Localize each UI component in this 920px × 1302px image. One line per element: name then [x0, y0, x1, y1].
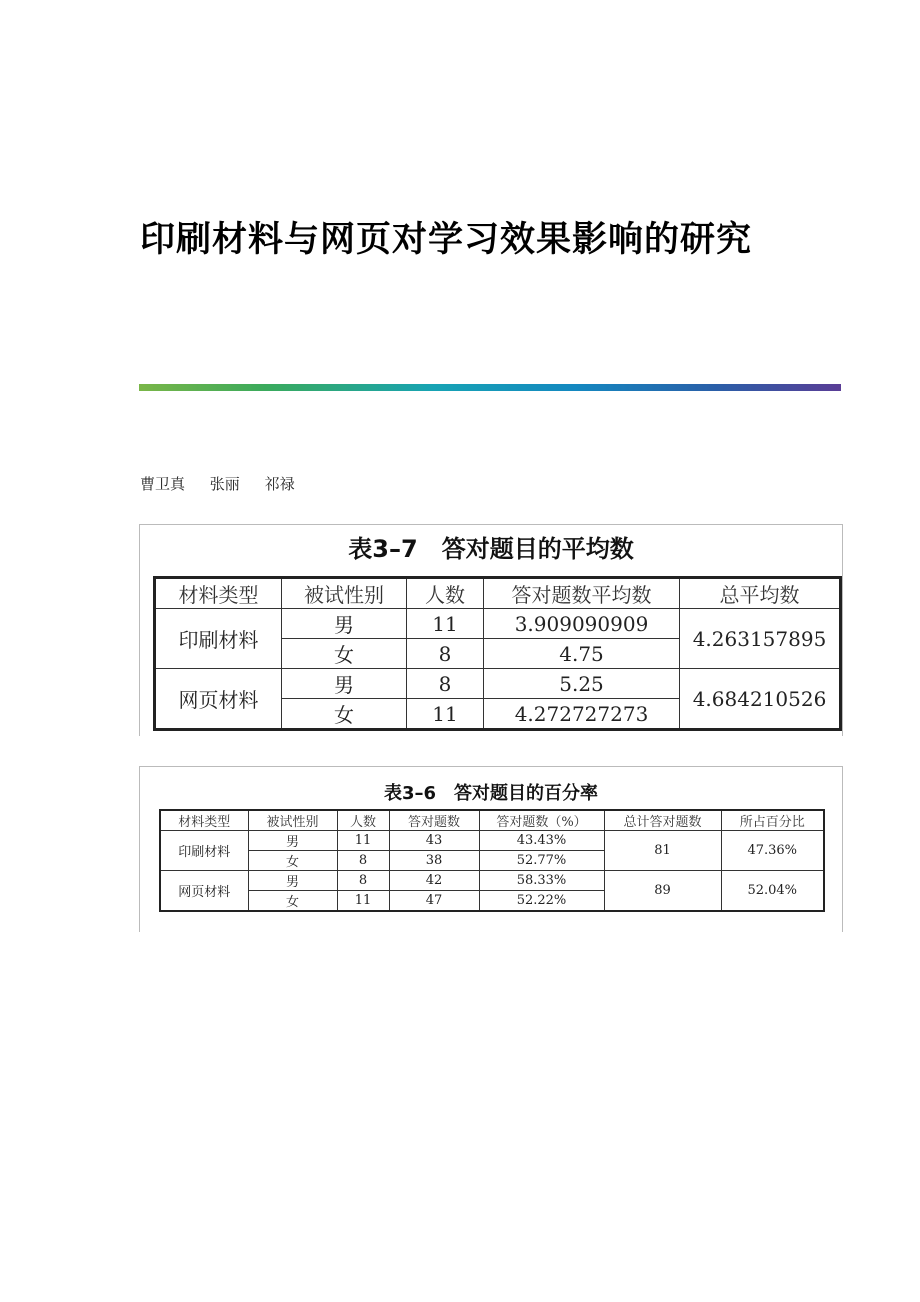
average-cell: 5.25: [484, 669, 680, 699]
table-row: [155, 609, 841, 639]
gender-cell: 女: [282, 639, 407, 669]
count-cell: 8: [337, 871, 389, 891]
author-name: 祁禄: [264, 475, 295, 493]
correct-cell: 43: [389, 831, 479, 851]
gender-cell: 女: [248, 891, 337, 912]
material-cell: 印刷材料: [155, 609, 282, 669]
share-cell: 52.04%: [721, 871, 824, 912]
correct-cell: 42: [389, 871, 479, 891]
column-header: 材料类型: [155, 578, 282, 609]
column-header: 总平均数: [680, 578, 841, 609]
gradient-divider: [139, 384, 841, 391]
count-cell: 8: [407, 639, 484, 669]
table-3-7-figure: [139, 524, 843, 736]
material-cell: 印刷材料: [160, 831, 248, 871]
column-header: 所占百分比: [721, 810, 824, 831]
column-header: 人数: [337, 810, 389, 831]
author-name: 曹卫真: [140, 475, 186, 493]
gender-cell: 女: [282, 699, 407, 730]
author-name: 张丽: [209, 475, 240, 493]
author-list: [140, 473, 315, 494]
table-caption: 表3–7 答对题目的平均数: [348, 535, 634, 563]
gender-cell: 男: [248, 871, 337, 891]
count-cell: 8: [407, 669, 484, 699]
percent-cell: 52.22%: [479, 891, 604, 912]
material-cell: 网页材料: [155, 669, 282, 730]
correct-cell: 38: [389, 851, 479, 871]
table-row: [155, 669, 841, 699]
total-average-cell: 4.684210526: [680, 669, 841, 730]
count-cell: 11: [407, 609, 484, 639]
column-header: 材料类型: [160, 810, 248, 831]
material-cell: 网页材料: [160, 871, 248, 912]
column-header: 答对题数平均数: [484, 578, 680, 609]
table-row: [160, 871, 824, 891]
gender-cell: 男: [282, 669, 407, 699]
column-header: 答对题数: [389, 810, 479, 831]
correct-cell: 47: [389, 891, 479, 912]
total-average-cell: 4.263157895: [680, 609, 841, 669]
gender-cell: 男: [282, 609, 407, 639]
average-cell: 4.75: [484, 639, 680, 669]
table-row: [160, 831, 824, 851]
average-cell: 3.909090909: [484, 609, 680, 639]
column-header: 被试性别: [282, 578, 407, 609]
column-header: 答对题数（%）: [479, 810, 604, 831]
page-title: 印刷材料与网页对学习效果影响的研究: [140, 219, 753, 260]
column-header: 被试性别: [248, 810, 337, 831]
gender-cell: 女: [248, 851, 337, 871]
table-header-row: [160, 810, 824, 831]
table-caption: 表3–6 答对题目的百分率: [383, 783, 599, 804]
count-cell: 11: [407, 699, 484, 730]
percentage-correct-table: [159, 809, 825, 912]
total-correct-cell: 81: [604, 831, 721, 871]
average-cell: 4.272727273: [484, 699, 680, 730]
count-cell: 11: [337, 831, 389, 851]
column-header: 人数: [407, 578, 484, 609]
total-correct-cell: 89: [604, 871, 721, 912]
count-cell: 11: [337, 891, 389, 912]
column-header: 总计答对题数: [604, 810, 721, 831]
percent-cell: 43.43%: [479, 831, 604, 851]
gender-cell: 男: [248, 831, 337, 851]
average-correct-table: [153, 576, 842, 731]
table-header-row: [155, 578, 841, 609]
count-cell: 8: [337, 851, 389, 871]
percent-cell: 58.33%: [479, 871, 604, 891]
share-cell: 47.36%: [721, 831, 824, 871]
table-3-6-figure: [139, 766, 843, 932]
percent-cell: 52.77%: [479, 851, 604, 871]
